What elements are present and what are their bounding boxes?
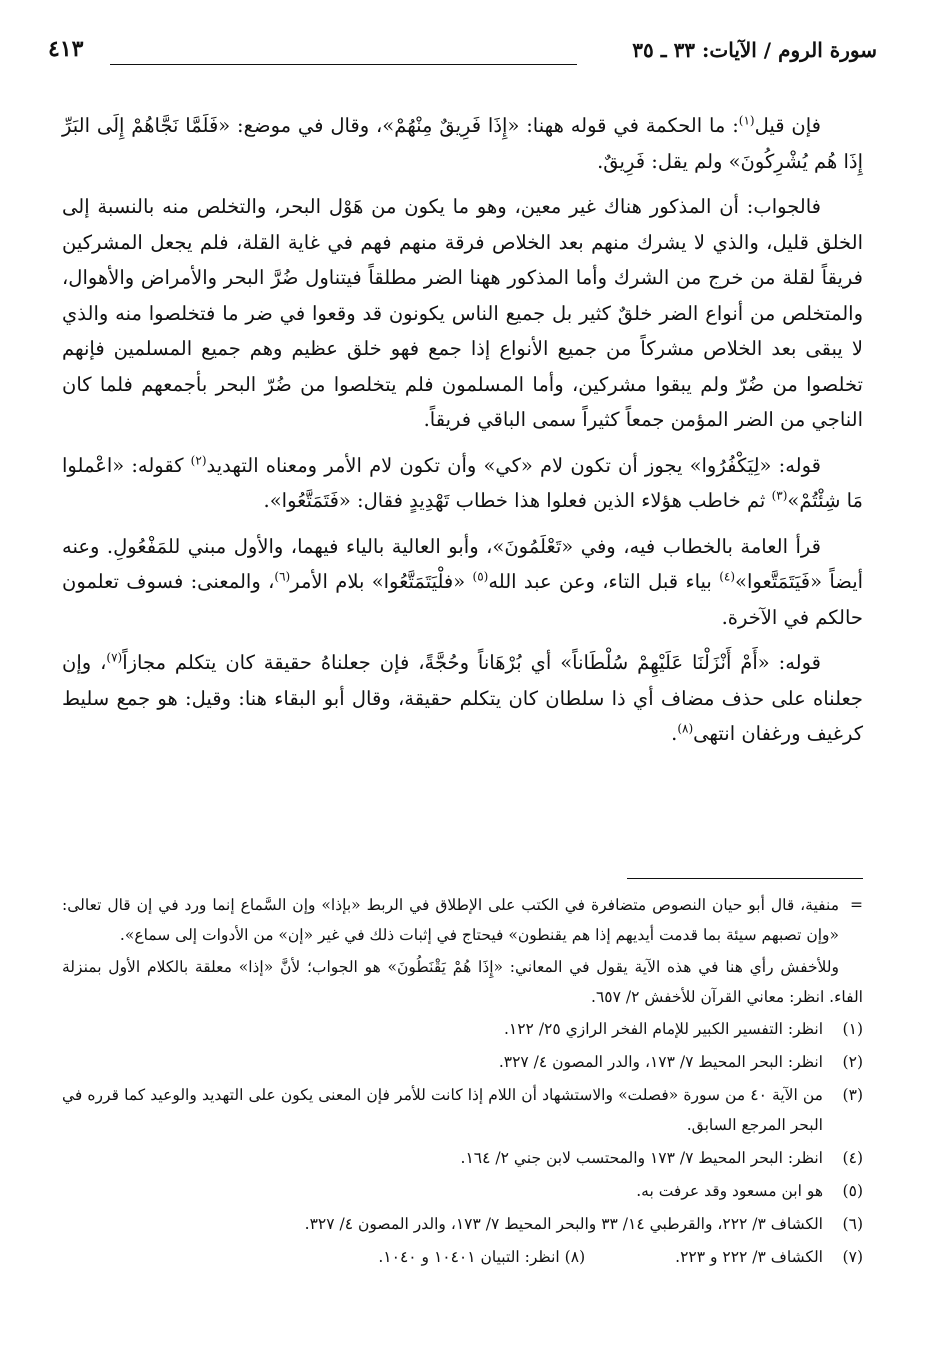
text-run: قوله: «لِيَكْفُرُوا» يجوز أن تكون لام «كي» وأن تكون لام الأمر ومعناه التهديد bbox=[206, 453, 821, 477]
footnotes bbox=[62, 890, 863, 1272]
footnote-ref: (٧) bbox=[106, 650, 123, 665]
footnote-text: الكشاف ٣/ ٢٢٢، والقرطبي ١٤/ ٣٣ والبحر المحيط ٧/ ١٧٣، والدر المصون ٤/ ٣٢٧. bbox=[304, 1215, 823, 1233]
footnote-number: (٢) bbox=[842, 1053, 863, 1071]
text-run: . bbox=[671, 722, 678, 745]
footnote-item bbox=[62, 1080, 863, 1140]
footnote-number: (٧) bbox=[842, 1248, 863, 1266]
text-run: فإن قيل bbox=[754, 114, 821, 137]
footnote-number: (١) bbox=[842, 1020, 863, 1038]
text-run: «فلْيَتَمَتَّعُوا» بلام الأمر bbox=[290, 570, 473, 593]
footnote-ref: (٦) bbox=[274, 569, 291, 584]
footnote-item bbox=[62, 1143, 863, 1173]
footnote-item bbox=[62, 1176, 863, 1206]
footnote-ref: (٢) bbox=[190, 453, 207, 467]
footnote-continuation-2 bbox=[62, 952, 863, 1012]
footnote-separator bbox=[627, 878, 863, 879]
footnote-text: انظر: البحر المحيط ٧/ ١٧٣ والمحتسب لابن جني ٢/ ١٦٤. bbox=[460, 1149, 823, 1167]
footnote-number: (٣) bbox=[842, 1086, 863, 1104]
footnote-number: (٤) bbox=[842, 1149, 863, 1167]
footnote-item bbox=[62, 1047, 863, 1077]
text-run: قرأ العامة بالخطاب فيه، وفي «تَعْلَمُونَ»، وأبو العالية بالياء فيهما، والأول مبني للمَفْعُولِ. وعنه أيضاً «فَيَتَمَتَّعوا» bbox=[62, 534, 864, 593]
text-run: قوله: «أَمْ أَنْزَلْنَا عَلَيْهِمْ سُلْطَاناً» أي بُرْهَاناً وحُجَّةً، فإن جعلناهُ حقيقة كان يتكلم مجازاً bbox=[122, 651, 821, 674]
footnote-continuation bbox=[62, 890, 863, 950]
footnote-number: (٦) bbox=[842, 1215, 863, 1233]
footnote-ref: (٤) bbox=[719, 569, 736, 584]
text-run: بياء قبل التاء، وعن عبد الله bbox=[488, 570, 720, 593]
text-run: وللأخفش رأي هنا في هذه الآية يقول في المعاني: «إِذَا هُمْ يَقْنَطُونَ» هو الجواب؛ لأنَّ «إذا» معلقة بالكلام الأول بمنزلة الفاء. انظر: معاني القرآن للأخفش ٢/ ٦٥٧. bbox=[62, 958, 863, 1006]
text-run: ، وإن جعلناه على حذف مضاف أي ذا سلطان كان يتكلم حقيقة، وقال أبو البقاء هنا: وقيل: هو جمع سليط كرغيف ورغفان انتهى bbox=[62, 651, 863, 745]
paragraph-liyakfuru bbox=[62, 448, 863, 519]
footnote-inline bbox=[378, 1242, 585, 1272]
text-run: فالجواب: أن المذكور هناك غير معين، وهو ما يكون من هَوْل البحر، والتخلص منه بالنسبة إلى الخلق قليل، والذي لا يشرك منهم بعد الخلاص فرقة منهم فهم في غاية القلة، فلم يجعل المشركين فريقاً لقلة من خرج من الشرك وأما المذكور ههنا الضر مطلقاً فيتناول ضُرَّ البحر والأمراض والأهوال، والمتخلص من أنواع الضر خلقٌ كثير بل جميع الناس يكونون قد وقعوا في ضر ما فتخلصوا منه والذي لا يبقى بعد الخلاص مشركاً من جميع الأنواع إذا جمع فهو خلق عظيم وهم جميع المسلمين فإنهم تخلصوا من ضُرّ ولم يبقوا مشركين، وأما المسلمون فلم يتخلصوا من ضُرّ البحر بأجمعهم فلما كان الناجي من الضر المؤمن جمعاً كثيراً سمى الباقي فريقاً. bbox=[62, 195, 863, 431]
paragraph-sultan bbox=[62, 645, 863, 752]
footnote-text: الكشاف ٣/ ٢٢٢ و ٢٢٣. bbox=[675, 1248, 823, 1266]
text-run: : ما الحكمة في قوله ههنا: «إِذَا فَرِيقٌ مِنْهُمْ»، وقال في موضع: «فَلَمَّا نَجَّاهُمْ إِلَى البَرِّ إِذَا هُم يُشْرِكُونَ» ولم يقل: فَرِيقٌ. bbox=[62, 114, 863, 173]
main-text bbox=[62, 108, 863, 762]
footnote-text: انظر: البحر المحيط ٧/ ١٧٣، والدر المصون ٤/ ٣٢٧. bbox=[498, 1053, 823, 1071]
footnote-last-line bbox=[62, 1242, 863, 1272]
footnote-number: (٥) bbox=[842, 1182, 863, 1200]
text-run: منفية، قال أبو حيان النصوص متضافرة في الكتب على الإطلاق في الربط «بإذا» وإن السَّماع إنما ورد في إن قال تعالى: «وإن تصبهم سيئة بما قدمت أيديهم إذا هم يقنطون» فيحتاج في إثبات ذلك في غير «إن» من الأدوات إلى سماع». bbox=[62, 896, 839, 944]
footnote-ref: (٥) bbox=[472, 569, 489, 584]
footnote-text: هو ابن مسعود وقد عرفت به. bbox=[636, 1182, 823, 1200]
paragraph-readings bbox=[62, 529, 863, 636]
page-number: ٤١٣ bbox=[48, 36, 84, 62]
text-run: ثم خاطب هؤلاء الذين فعلوا هذا خطاب تَهْدِيدٍ فقال: «فَتَمَتَّعُوا». bbox=[263, 489, 772, 512]
header-rule bbox=[110, 64, 577, 65]
running-header bbox=[48, 34, 877, 74]
text-run: ، والمعنى: فسوف تعلمون حالكم في الآخرة. bbox=[62, 570, 863, 629]
footnote-number: (٨) bbox=[564, 1248, 586, 1266]
footnote-text: من الآية ٤٠ من سورة «فصلت» والاستشهاد أن اللام إذا كانت للأمر فإن المعنى يكون على التهديد والوعيد كما قرره في البحر المرجع السابق. bbox=[62, 1086, 823, 1134]
footnote-item bbox=[62, 1209, 863, 1239]
footnote-text: انظر: التبيان ١٠٤٠١ و ١٠٤٠. bbox=[378, 1248, 560, 1266]
text-run: كقوله: «اعْملوا مَا شِئْتُمْ» bbox=[62, 453, 863, 512]
footnote-text: انظر: التفسير الكبير للإمام الفخر الرازي ٢٥/ ١٢٢. bbox=[503, 1020, 823, 1038]
paragraph-question bbox=[62, 108, 863, 179]
footnote-ref: (١) bbox=[738, 113, 755, 128]
running-title: سورة الروم / الآيات: ٣٣ ـ ٣٥ bbox=[632, 38, 877, 62]
paragraph-answer bbox=[62, 189, 863, 438]
continuation-marker: = bbox=[850, 896, 863, 914]
footnote-item bbox=[62, 1014, 863, 1044]
footnote-ref: (٨) bbox=[677, 721, 694, 736]
footnote-ref: (٣) bbox=[771, 488, 788, 503]
